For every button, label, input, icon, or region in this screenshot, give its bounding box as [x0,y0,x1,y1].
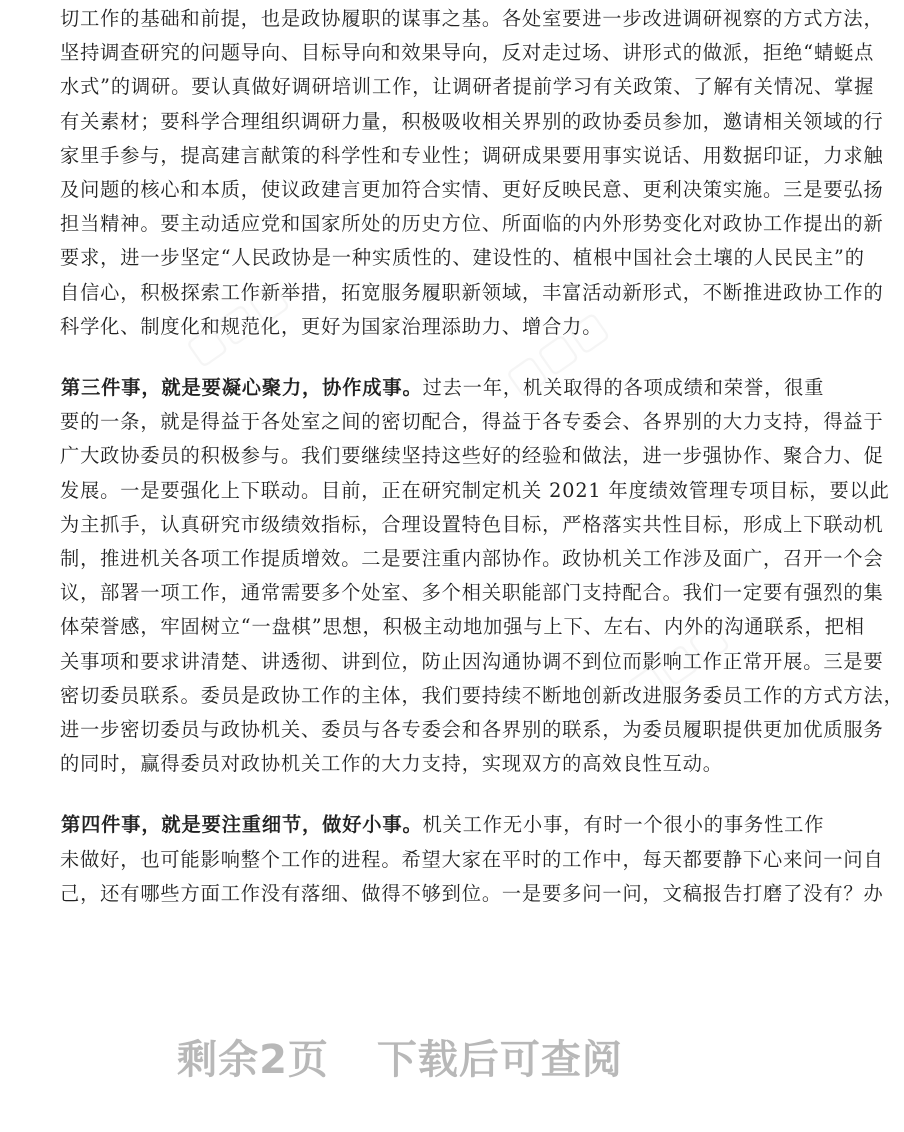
document-body [60,2,904,911]
paragraph-3 [60,808,884,911]
text-line: 及问题的核心和本质，使议政建言更加符合实情、更好反映民意、更利决策实施。三是要弘扬 [60,178,884,202]
text-line: 担当精神。要主动适应党和国家所处的历史方位、所面临的内外形势变化对政协工作提出的新 [60,212,884,236]
text-line: 有关素材；要科学合理组织调研力量，积极吸收相关界别的政协委员参加，邀请相关领域的行 [60,109,884,133]
text-line: 广大政协委员的积极参与。我们要继续坚持这些好的经验和做法，进一步强协作、聚合力、促 [60,444,884,468]
text-line: 要的一条，就是得益于各处室之间的密切配合，得益于各专委会、各界别的大力支持，得益于 [60,410,884,434]
text-line: 家里手参与，提高建言献策的科学性和专业性；调研成果要用事实说话、用数据印证，力求触 [60,143,884,167]
paragraph-heading: 第三件事，就是要凝心聚力，协作成事。 [61,376,423,400]
watermark: ▢▢▢ [177,271,297,375]
text-line: 科学化、制度化和规范化，更好为国家治理添助力、增合力。 [60,314,603,338]
text-line: 坚持调查研究的问题导向、目标导向和效果导向，反对走过场、讲形式的做派，拒绝“蜻蜓点 [60,41,875,65]
text-line-first [60,808,825,842]
paragraph-gap [60,344,742,371]
text-line: 密切委员联系。委员是政协工作的主体，我们要持续不断地创新改进服务委员工作的方式方法， [60,683,904,707]
text-line: 未做好，也可能影响整个工作的进程。希望大家在平时的工作中，每天都要静下心来问一问自 [60,847,884,871]
text-line: 要求，进一步坚定“人民政协是一种实质性的、建设性的、植根中国社会土壤的人民民主”的 [60,246,865,270]
text-line: 自信心，积极探索工作新举措，拓宽服务履职新领域，丰富活动新形式，不断推进政协工作的 [60,280,884,304]
paragraph-2 [60,371,904,781]
text-line: 为主抓手，认真研究市级绩效指标，合理设置特色目标，严格落实共性目标，形成上下联动机 [60,512,884,536]
text-line: 关事项和要求讲清楚、讲透彻、讲到位，防止因沟通协调不到位而影响工作正常开展。三是要 [60,649,884,673]
download-hint-label: 下载后可查阅 [376,1037,623,1083]
text-line: 的同时，赢得委员对政协机关工作的大力支持，实现双方的高效良性互动。 [60,752,723,776]
text-line: 进一步密切委员与政协机关、委员与各专委会和各界别的联系，为委员履职提供更加优质服务 [60,718,884,742]
remaining-pages-notice [0,1028,800,1085]
text-line: 体荣誉感，牢固树立“一盘棋”思想，积极主动地加强与上下、左右、内外的沟通联系，把相 [60,615,865,639]
text-run: 机关工作无小事，有时一个很小的事务性工作 [422,813,825,837]
text-line-first [60,371,825,405]
text-line: 水式”的调研。要认真做好调研培训工作，让调研者提前学习有关政策、了解有关情况、掌握 [60,75,875,99]
text-line: 议，部署一项工作，通常需要多个处室、多个相关职能部门支持配合。我们一定要有强烈的集 [60,581,884,605]
paragraph-heading: 第四件事，就是要注重细节，做好小事。 [61,813,423,837]
text-line: 己，还有哪些方面工作没有落细、做得不够到位。一是要多问一问，文稿报告打磨了没有？办 [60,881,884,905]
text-line: 制，推进机关各项工作提质增效。二是要注重内部协作。政协机关工作涉及面广，召开一个会 [60,547,884,571]
text-line: 发展。一是要强化上下联动。目前，正在研究制定机关 2021 年度绩效管理专项目标，要以此 [60,478,890,502]
text-line: 切工作的基础和前提，也是政协履职的谋事之基。各处室要进一步改进调研视察的方式方法， [60,7,884,30]
paragraph-1 [60,2,884,344]
paragraph-gap [60,781,742,808]
text-run: 过去一年，机关取得的各项成绩和荣誉，很重 [422,376,825,400]
watermark: ▢▢▢ [617,611,737,715]
remaining-pages-label: 剩余2页 [177,1037,329,1083]
watermark: ▢▢▢ [497,301,617,405]
